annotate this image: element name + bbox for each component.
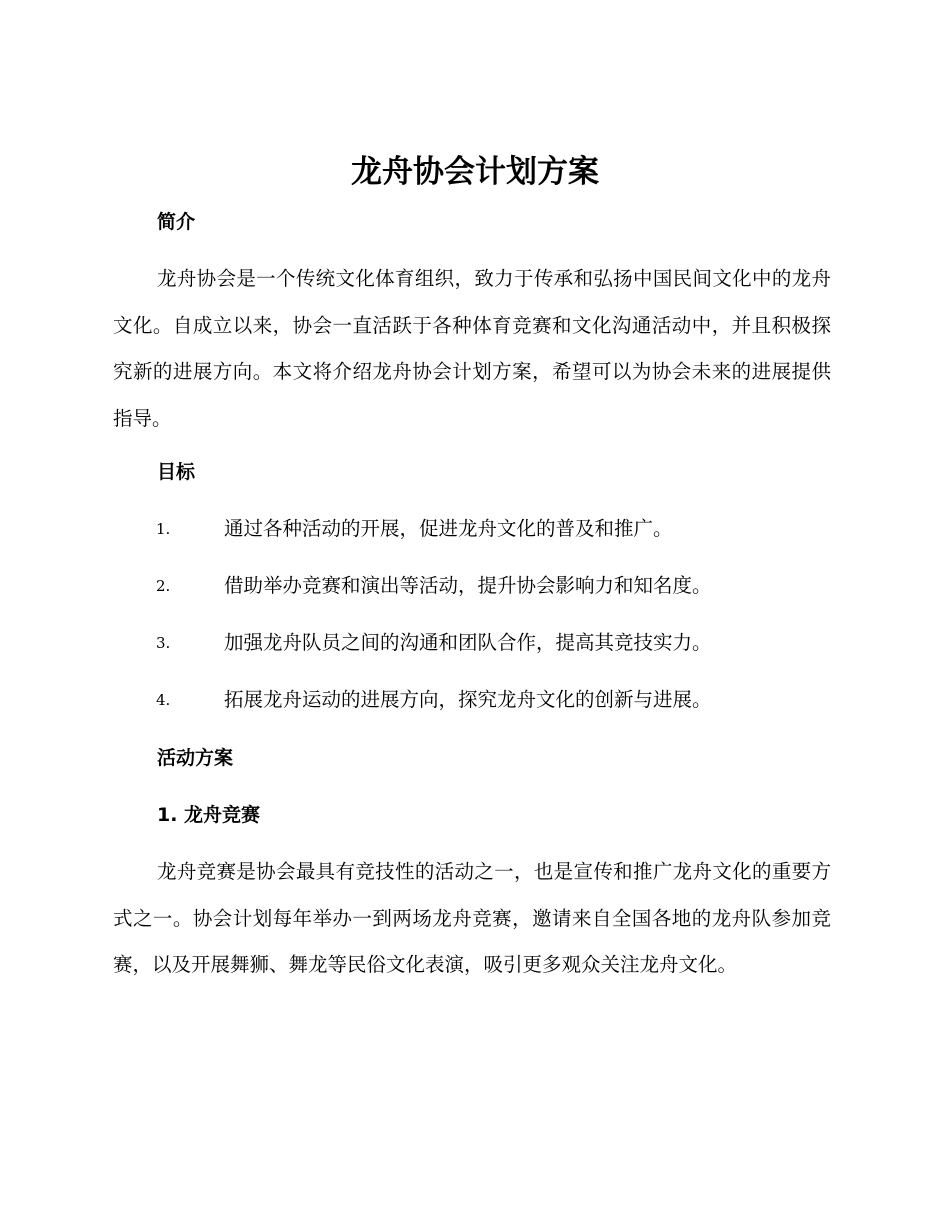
goal-text: 拓展龙舟运动的进展方向，探究龙舟文化的创新与进展。 <box>224 688 712 711</box>
goal-text: 通过各种活动的开展，促进龙舟文化的普及和推广。 <box>224 517 673 540</box>
goals-heading: 目标 <box>157 461 196 483</box>
goal-text: 加强龙舟队员之间的沟通和团队合作，提高其竞技实力。 <box>224 631 712 654</box>
dragon-boat-race-heading: 1. 龙舟竞赛 <box>157 804 261 826</box>
goal-list-item <box>0 628 950 658</box>
goal-number: 3. <box>156 634 171 652</box>
goal-list-item <box>0 571 950 601</box>
goal-number: 2. <box>156 577 171 595</box>
goal-number: 4. <box>156 691 171 709</box>
intro-heading: 简介 <box>157 211 196 233</box>
goal-number: 1. <box>156 520 171 538</box>
goal-list-item <box>0 514 950 544</box>
goal-list-item <box>0 685 950 715</box>
document-title: 龙舟协会计划方案 <box>351 154 599 190</box>
dragon-boat-race-paragraph: 龙舟竞赛是协会最具有竞技性的活动之一，也是宣传和推广龙舟文化的重要方式之一。协会计划每年举办一到两场龙舟竞赛，邀请来自全国各地的龙舟队参加竞赛，以及开展舞狮、舞龙等民俗文化表演，吸引更多观众关注龙舟文化。 <box>113 860 831 976</box>
goal-text: 借助举办竞赛和演出等活动，提升协会影响力和知名度。 <box>224 574 712 597</box>
intro-paragraph: 龙舟协会是一个传统文化体育组织，致力于传承和弘扬中国民间文化中的龙舟文化。自成立以来，协会一直活跃于各种体育竞赛和文化沟通活动中，并且积极探究新的进展方向。本文将介绍龙舟协会计划方案，希望可以为协会未来的进展提供指导。 <box>113 267 831 430</box>
activities-heading: 活动方案 <box>157 747 234 769</box>
